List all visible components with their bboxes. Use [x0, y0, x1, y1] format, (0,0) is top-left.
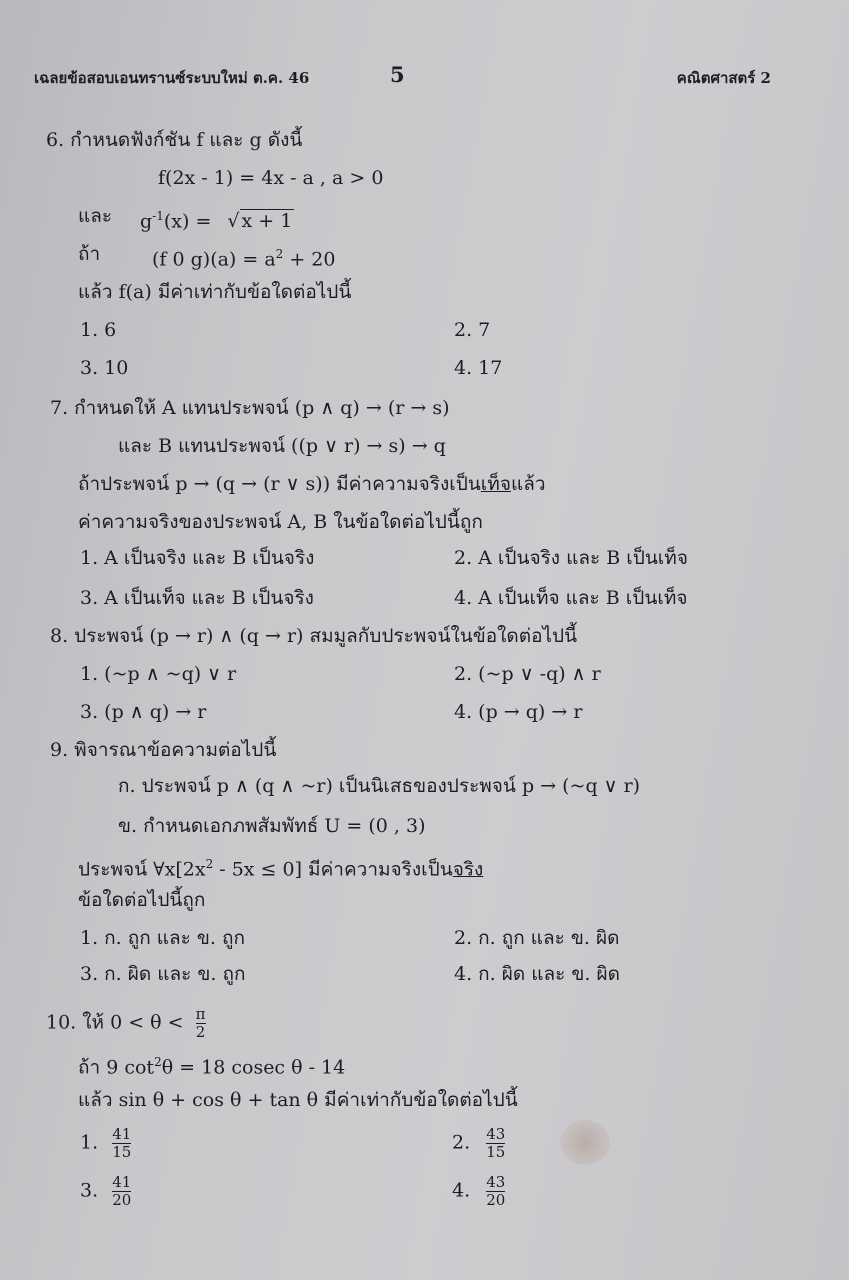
q10-c1-num: 1.	[80, 1131, 99, 1154]
q10-pi: π	[195, 1005, 206, 1023]
q7-line1: 7. กำหนดให้ A แทนประพจน์ (p ∧ q) → (r → s)	[50, 397, 450, 419]
q9-item-b: ข. กำหนดเอกภพสัมพัทธ์ U = (0 , 3)	[118, 815, 426, 837]
q7-line3a: ถ้าประพจน์ p → (q → (r ∨ s)) มีค่าความจริงเป็น	[78, 473, 481, 495]
q10-choice-3	[80, 1174, 131, 1209]
q10-c1-bottom: 15	[112, 1143, 132, 1161]
q10-choice-4	[452, 1174, 505, 1209]
q7-choice-3: 3. A เป็นเท็จ และ B เป็นจริง	[80, 587, 314, 609]
q8-choice-4: 4. (p → q) → r	[454, 701, 583, 723]
q7-choice-1: 1. A เป็นจริง และ B เป็นจริง	[80, 547, 315, 569]
q10-c2-bottom: 15	[486, 1143, 506, 1161]
q6-stem: 6. กำหนดฟังก์ชัน f และ g ดังนี้	[46, 129, 303, 151]
q9-choice-4: 4. ก. ผิด และ ข. ผิด	[454, 963, 620, 985]
q9-line-a: ประพจน์ ∀x[2x	[78, 858, 206, 881]
q10-c4-num: 4.	[452, 1179, 471, 1202]
q10-fraction	[196, 1006, 206, 1041]
q9-choice-3: 3. ก. ผิด และ ข. ถูก	[80, 963, 246, 985]
q9-line-underline: จริง	[452, 858, 484, 881]
q10-c2-frac	[486, 1126, 505, 1161]
q9-line-b: - 5x ≤ 0] มีค่าความจริงเป็น	[213, 858, 453, 881]
q6-eq2-label: และ	[78, 205, 113, 227]
q7-choice-4: 4. A เป็นเท็จ และ B เป็นเท็จ	[454, 587, 688, 609]
q6-eq3-left: (f 0 g)(a) = a	[152, 248, 276, 271]
q10-c3-num: 3.	[80, 1179, 99, 1202]
q10-eq-sup: 2	[154, 1055, 162, 1069]
q9-line-sup: 2	[205, 857, 214, 871]
q10-eq	[78, 1050, 345, 1079]
q6-ask: แล้ว f(a) มีค่าเท่ากับข้อใดต่อไปนี้	[78, 281, 352, 303]
q10-c2-num: 2.	[452, 1131, 471, 1154]
q6-eq2	[140, 204, 294, 233]
q9-line	[78, 852, 483, 881]
header-subject: คณิตศาสตร์ 2	[676, 69, 771, 87]
q10-c3-frac	[112, 1174, 131, 1209]
q8-choice-1: 1. (~p ∧ ~q) ∨ r	[80, 663, 237, 685]
q7-line4: ค่าความจริงของประพจน์ A, B ในข้อใดต่อไปนี้ถูก	[78, 511, 483, 533]
q10-choice-1	[80, 1126, 131, 1161]
q10-c2-top: 43	[486, 1125, 506, 1143]
q6-eq2-root: x + 1	[241, 210, 293, 233]
q10-c3-top: 41	[112, 1173, 132, 1191]
q9-choice-2: 2. ก. ถูก และ ข. ผิด	[454, 927, 620, 949]
q6-eq2-mid: (x) =	[163, 210, 212, 233]
q10-eq-a: ถ้า 9 cot	[78, 1056, 155, 1079]
q9-choice-1: 1. ก. ถูก และ ข. ถูก	[80, 927, 246, 949]
q9-stem: 9. พิจารณาข้อความต่อไปนี้	[50, 739, 277, 761]
q7-line3	[78, 472, 546, 496]
q10-c4-bottom: 20	[486, 1191, 506, 1209]
q10-c4-frac	[486, 1174, 505, 1209]
q10-c3-bottom: 20	[112, 1191, 132, 1209]
q10-stem	[46, 1006, 206, 1041]
header-title: เฉลยข้อสอบเอนทรานซ์ระบบใหม่ ต.ค. 46	[34, 69, 310, 87]
q10-c1-frac	[112, 1126, 131, 1161]
q6-choice-1: 1. 6	[80, 319, 117, 341]
paper-stain	[560, 1120, 610, 1165]
q6-eq2-left: g	[140, 210, 153, 233]
q10-two: 2	[195, 1023, 206, 1041]
q8-choice-2: 2. (~p ∨ -q) ∧ r	[454, 663, 601, 685]
q6-eq1: f(2x - 1) = 4x - a , a > 0	[158, 167, 384, 189]
q10-c1-top: 41	[112, 1125, 132, 1143]
q7-choice-2: 2. A เป็นจริง และ B เป็นเท็จ	[454, 547, 688, 569]
q7-line3b: แล้ว	[510, 473, 546, 495]
q8-stem: 8. ประพจน์ (p → r) ∧ (q → r) สมมูลกับประพจน์ในข้อใดต่อไปนี้	[50, 625, 578, 647]
q10-eq-b: θ = 18 cosec θ - 14	[161, 1056, 346, 1079]
q6-choice-4: 4. 17	[454, 357, 503, 379]
q6-eq3-right: + 20	[283, 248, 336, 271]
q10-stem-a: 10. ให้ 0 < θ <	[46, 1011, 184, 1034]
q10-choice-2	[452, 1126, 505, 1161]
q6-eq3-sup: 2	[275, 247, 284, 261]
q9-item-a: ก. ประพจน์ p ∧ (q ∧ ~r) เป็นนิเสธของประพจน์ p → (~q ∨ r)	[118, 775, 641, 797]
q6-eq3	[152, 242, 336, 271]
q9-ask: ข้อใดต่อไปนี้ถูก	[78, 889, 206, 911]
q8-choice-3: 3. (p ∧ q) → r	[80, 701, 207, 723]
q10-c4-top: 43	[486, 1173, 506, 1191]
q7-line3-underline: เท็จ	[480, 473, 511, 495]
page-number: 5	[390, 62, 405, 87]
q7-line2: และ B แทนประพจน์ ((p ∨ r) → s) → q	[118, 435, 446, 457]
q6-choice-3: 3. 10	[80, 357, 129, 379]
q6-choice-2: 2. 7	[454, 319, 491, 341]
q6-eq3-label: ถ้า	[78, 243, 101, 265]
q6-eq2-sup: -1	[152, 209, 164, 223]
q10-ask: แล้ว sin θ + cos θ + tan θ มีค่าเท่ากับข้อใดต่อไปนี้	[78, 1089, 518, 1111]
sqrt-icon: √	[227, 210, 240, 233]
